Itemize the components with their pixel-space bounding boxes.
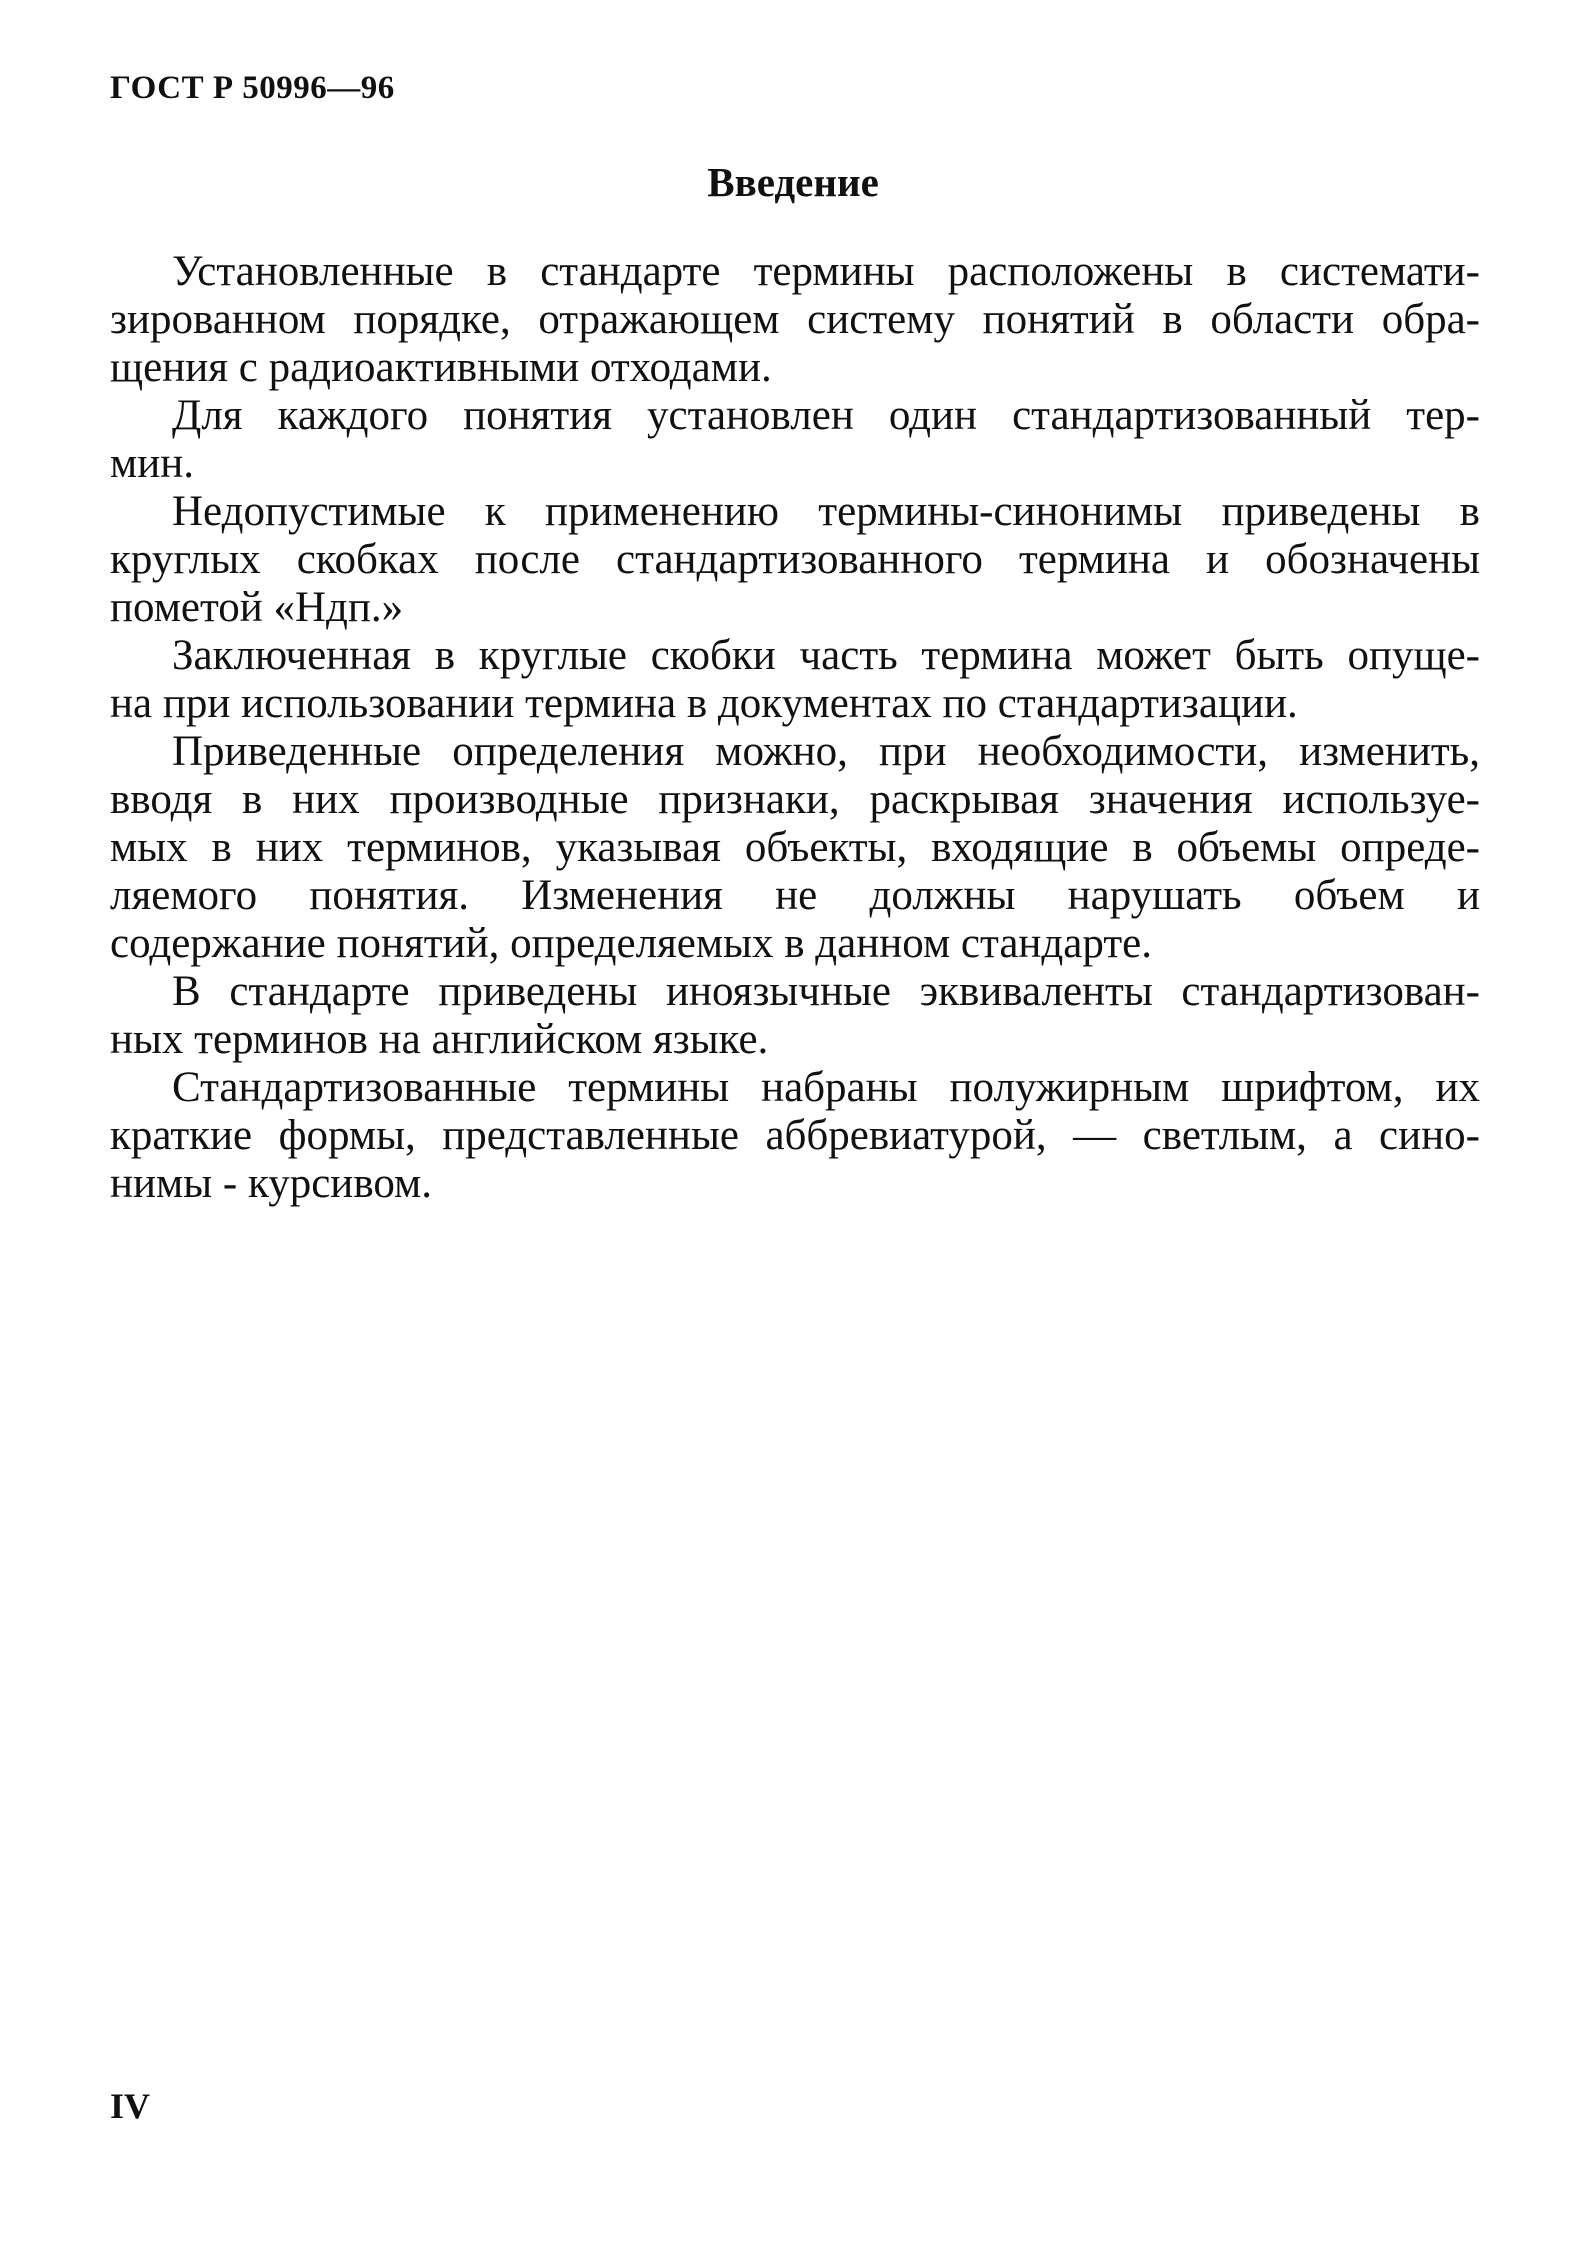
page-number: IV	[110, 2086, 151, 2126]
text-line: Стандартизованные термины набраны полужирным шрифтом, их	[172, 1064, 1480, 1111]
text-line: пометой «Ндп.»	[110, 584, 404, 631]
text-line: мых в них терминов, указывая объекты, входящие в объемы опреде-	[110, 824, 1480, 871]
text-line: ных терминов на английском языке.	[110, 1016, 769, 1063]
text-line: мин.	[110, 440, 194, 487]
text-line: Установленные в стандарте термины расположены в системати-	[172, 248, 1480, 295]
text-line: содержание понятий, определяемых в данном стандарте.	[110, 920, 1152, 967]
text-line: нимы - курсивом.	[110, 1160, 432, 1207]
document-number: ГОСТ Р 50996—96	[110, 70, 395, 106]
text-line: вводя в них производные признаки, раскрывая значения используе-	[110, 776, 1480, 823]
section-title: Введение	[707, 159, 879, 205]
text-line: Приведенные определения можно, при необходимости, изменить,	[172, 728, 1480, 775]
text-line: краткие формы, представленные аббревиатурой, — светлым, а сино-	[110, 1112, 1480, 1159]
text-line: Для каждого понятия установлен один стандартизованный тер-	[172, 392, 1480, 439]
text-line: зированном порядке, отражающем систему понятий в области обра-	[110, 296, 1480, 343]
text-line: щения с радиоактивными отходами.	[110, 344, 772, 391]
text-line: Недопустимые к применению термины-синонимы приведены в	[172, 488, 1480, 535]
text-line: ляемого понятия. Изменения не должны нарушать объем и	[110, 872, 1480, 919]
body-text	[110, 248, 1480, 1208]
text-line: на при использовании термина в документах по стандартизации.	[110, 680, 1298, 727]
text-line: В стандарте приведены иноязычные эквиваленты стандартизован-	[172, 968, 1480, 1015]
text-line: круглых скобках после стандартизованного термина и обозначены	[110, 536, 1480, 583]
text-line: Заключенная в круглые скобки часть термина может быть опуще-	[172, 632, 1480, 679]
